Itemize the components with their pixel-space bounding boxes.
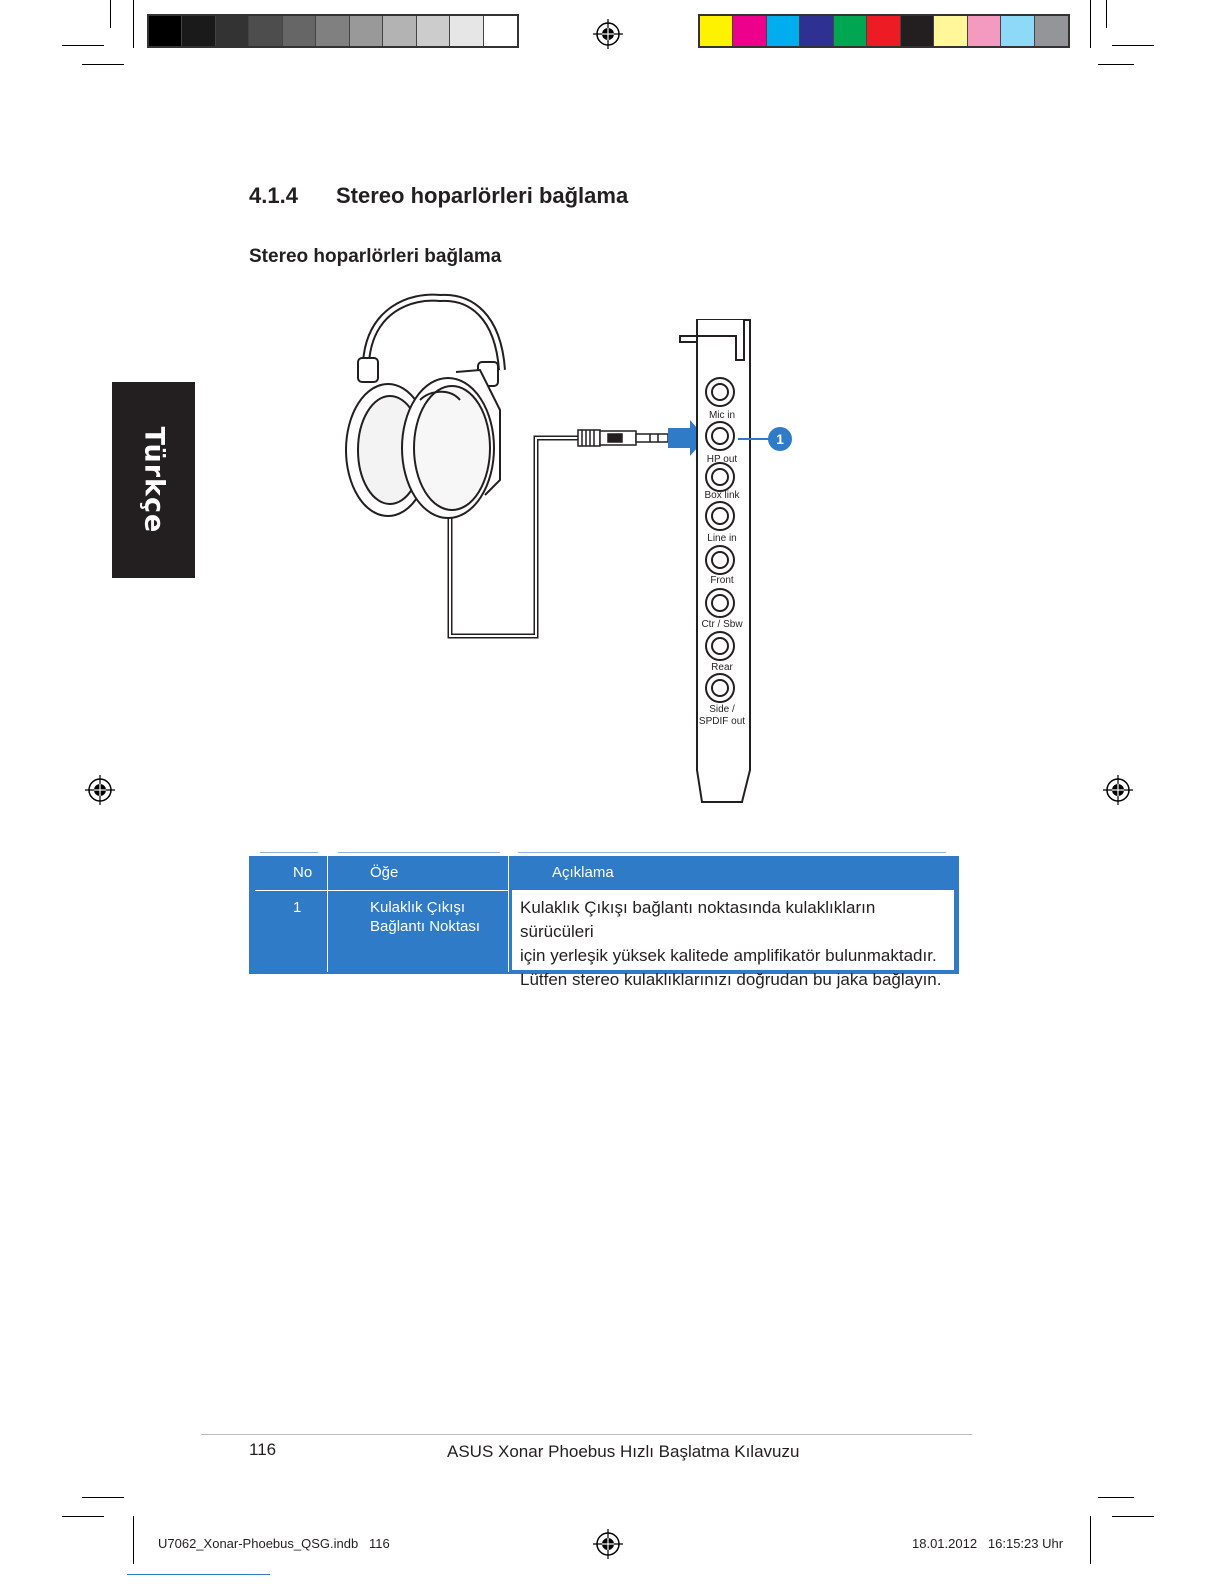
registration-mark-icon — [591, 1527, 625, 1561]
crop-mark — [1098, 64, 1134, 65]
language-label: Türkçe — [138, 426, 169, 534]
row-item-line: Kulaklık Çıkışı — [370, 899, 466, 916]
footer-title: ASUS Xonar Phoebus Hızlı Başlatma Kılavuzu — [447, 1442, 800, 1461]
crop-mark — [82, 64, 124, 65]
slug-timestamp: 18.01.2012 16:15:23 Uhr — [912, 1536, 1064, 1551]
section-title: Stereo hoparlörleri bağlama — [336, 183, 629, 208]
crop-mark — [1106, 0, 1107, 28]
process-swatch — [934, 16, 967, 46]
process-swatch — [867, 16, 900, 46]
footer-rule — [201, 1434, 972, 1435]
crop-mark — [110, 0, 111, 28]
grayscale-swatch — [417, 16, 450, 46]
process-swatch — [1001, 16, 1034, 46]
audio-jack-inner — [712, 595, 728, 611]
port-label: Front — [710, 575, 734, 586]
callout-number: 1 — [776, 431, 784, 447]
crop-mark — [133, 0, 134, 48]
audio-jack-inner — [712, 638, 728, 654]
description-line: Kulaklık Çıkışı bağlantı noktasında kulaklıkların sürücüleri — [520, 898, 876, 941]
row-number: 1 — [293, 899, 302, 916]
headphone-connection-diagram — [330, 290, 810, 815]
grayscale-swatch — [182, 16, 215, 46]
crop-mark — [1090, 0, 1091, 48]
table-top-rule — [338, 852, 500, 853]
audio-jack-inner — [712, 428, 728, 444]
subheading: Stereo hoparlörleri bağlama — [249, 246, 502, 267]
port-label: Side / — [709, 704, 735, 715]
grayscale-swatch — [316, 16, 349, 46]
crop-mark — [82, 1497, 124, 1498]
grayscale-swatch — [450, 16, 483, 46]
row-description — [512, 890, 954, 989]
crop-mark — [62, 1516, 104, 1517]
audio-plug-icon — [578, 430, 668, 446]
audio-jack-inner — [712, 469, 728, 485]
process-swatch — [968, 16, 1001, 46]
registration-mark-icon — [591, 17, 625, 51]
column-divider — [508, 856, 509, 972]
table-top-rule — [518, 852, 946, 853]
process-swatch — [1035, 16, 1068, 46]
process-swatch — [700, 16, 733, 46]
audio-jack-inner — [712, 552, 728, 568]
process-swatch — [733, 16, 766, 46]
table-top-rule — [260, 852, 318, 853]
port-label: SPDIF out — [698, 716, 746, 727]
registration-mark-icon — [83, 773, 117, 807]
header-no: No — [293, 864, 313, 881]
crop-mark — [1098, 1497, 1134, 1498]
slug-rule — [127, 1574, 270, 1575]
slug-file-info: U7062_Xonar-Phoebus_QSG.indb 116 — [158, 1536, 390, 1551]
grayscale-swatch — [484, 16, 517, 46]
port-label: Mic in — [708, 410, 736, 421]
crop-mark — [62, 45, 104, 46]
registration-mark-icon — [1101, 773, 1135, 807]
process-swatch — [901, 16, 934, 46]
grayscale-swatch — [149, 16, 182, 46]
header-divider — [255, 890, 508, 891]
process-swatch — [834, 16, 867, 46]
page-number: 116 — [249, 1440, 277, 1459]
grayscale-color-bar — [147, 14, 519, 48]
process-swatch — [767, 16, 800, 46]
process-swatch — [800, 16, 833, 46]
description-line: Lütfen stereo kulaklıklarınızı doğrudan bu jaka bağlayın. — [520, 970, 942, 989]
grayscale-swatch — [216, 16, 249, 46]
port-label: Rear — [711, 662, 733, 673]
header-item: Öğe — [370, 864, 399, 881]
column-divider — [327, 856, 328, 972]
crop-mark — [1112, 1516, 1154, 1517]
section-number: 4.1.4 — [249, 183, 298, 208]
port-label: Ctr / Sbw — [701, 619, 743, 630]
grayscale-swatch — [249, 16, 282, 46]
description-line: için yerleşik yüksek kalitede amplifikatör bulunmaktadır. — [520, 946, 937, 965]
header-description: Açıklama — [552, 864, 614, 881]
info-table — [249, 856, 959, 989]
audio-jack-inner — [712, 508, 728, 524]
headphones-icon — [346, 298, 502, 518]
port-label: Line in — [707, 533, 737, 544]
grayscale-swatch — [283, 16, 316, 46]
port-label: Box link — [704, 490, 740, 501]
crop-mark — [1090, 1516, 1091, 1564]
audio-jack-inner — [712, 384, 728, 400]
grayscale-swatch — [383, 16, 416, 46]
crop-mark — [1112, 45, 1154, 46]
port-label: HP out — [706, 454, 738, 465]
crop-mark — [133, 1516, 134, 1564]
language-side-tab — [112, 382, 195, 578]
audio-jack-inner — [712, 680, 728, 696]
process-color-bar — [698, 14, 1070, 48]
row-item-line: Bağlantı Noktası — [370, 918, 481, 935]
grayscale-swatch — [350, 16, 383, 46]
